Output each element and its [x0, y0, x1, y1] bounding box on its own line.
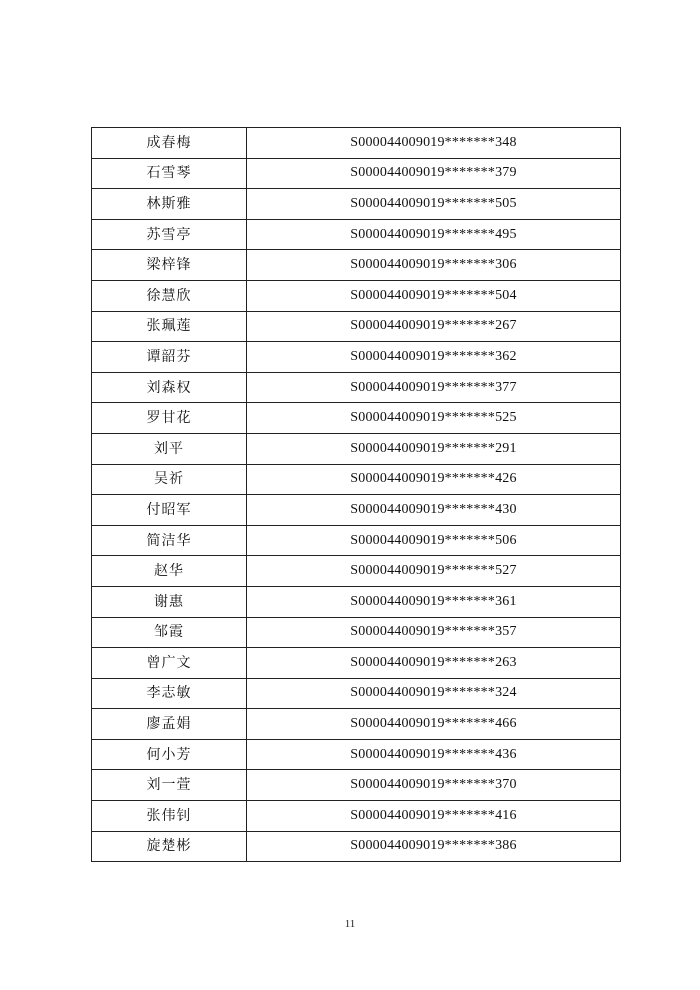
table-row	[92, 831, 621, 862]
table-row	[92, 403, 621, 434]
table-row	[92, 128, 621, 159]
name-cell: 旋楚彬	[92, 831, 247, 862]
name-cell: 刘森权	[92, 372, 247, 403]
name-cell: 赵华	[92, 556, 247, 587]
name-cell: 石雪琴	[92, 158, 247, 189]
name-cell: 刘平	[92, 433, 247, 464]
name-cell: 付昭军	[92, 495, 247, 526]
page-number: 11	[344, 918, 356, 930]
name-cell: 徐慧欣	[92, 280, 247, 311]
table-row	[92, 739, 621, 770]
certificate-number-cell: S000044009019*******506	[247, 525, 621, 556]
name-cell: 谢惠	[92, 586, 247, 617]
certificate-number-cell: S000044009019*******436	[247, 739, 621, 770]
name-cell: 张珮莲	[92, 311, 247, 342]
name-cell: 吴祈	[92, 464, 247, 495]
certificate-number-cell: S000044009019*******291	[247, 433, 621, 464]
certificate-number-cell: S000044009019*******306	[247, 250, 621, 281]
name-cell: 简洁华	[92, 525, 247, 556]
certificate-number-cell: S000044009019*******525	[247, 403, 621, 434]
name-cell: 成春梅	[92, 128, 247, 159]
name-cell: 梁梓锋	[92, 250, 247, 281]
certificate-number-cell: S000044009019*******348	[247, 128, 621, 159]
table-row	[92, 342, 621, 373]
certificate-number-cell: S000044009019*******361	[247, 586, 621, 617]
certificate-number-cell: S000044009019*******357	[247, 617, 621, 648]
table-row	[92, 464, 621, 495]
certificate-number-cell: S000044009019*******426	[247, 464, 621, 495]
table-row	[92, 648, 621, 679]
table-row	[92, 801, 621, 832]
table-row	[92, 586, 621, 617]
name-cell: 邹霞	[92, 617, 247, 648]
certificate-number-cell: S000044009019*******324	[247, 678, 621, 709]
name-cell: 李志敏	[92, 678, 247, 709]
certificate-number-cell: S000044009019*******504	[247, 280, 621, 311]
name-cell: 林斯雅	[92, 189, 247, 220]
table-row	[92, 280, 621, 311]
table-row	[92, 189, 621, 220]
name-cell: 曾广文	[92, 648, 247, 679]
table-row	[92, 770, 621, 801]
certificate-number-cell: S000044009019*******416	[247, 801, 621, 832]
certificate-number-cell: S000044009019*******527	[247, 556, 621, 587]
table-row	[92, 525, 621, 556]
certificate-number-cell: S000044009019*******362	[247, 342, 621, 373]
certificate-number-cell: S000044009019*******505	[247, 189, 621, 220]
name-cell: 张伟钊	[92, 801, 247, 832]
certificate-number-cell: S000044009019*******370	[247, 770, 621, 801]
name-cell: 罗甘花	[92, 403, 247, 434]
table-row	[92, 311, 621, 342]
table-row	[92, 219, 621, 250]
name-cell: 廖孟娟	[92, 709, 247, 740]
certificate-number-cell: S000044009019*******267	[247, 311, 621, 342]
table-row	[92, 158, 621, 189]
table-body	[92, 128, 621, 862]
table-row	[92, 678, 621, 709]
certificate-number-cell: S000044009019*******379	[247, 158, 621, 189]
table-row	[92, 372, 621, 403]
certificate-number-cell: S000044009019*******495	[247, 219, 621, 250]
certificate-number-cell: S000044009019*******466	[247, 709, 621, 740]
table-row	[92, 709, 621, 740]
table-row	[92, 433, 621, 464]
certificate-number-cell: S000044009019*******386	[247, 831, 621, 862]
table-row	[92, 495, 621, 526]
table-row	[92, 556, 621, 587]
certificate-table	[91, 127, 621, 862]
name-cell: 刘一萱	[92, 770, 247, 801]
name-cell: 何小芳	[92, 739, 247, 770]
table-row	[92, 617, 621, 648]
certificate-number-cell: S000044009019*******263	[247, 648, 621, 679]
name-cell: 苏雪亭	[92, 219, 247, 250]
name-cell: 谭韶芬	[92, 342, 247, 373]
certificate-number-cell: S000044009019*******430	[247, 495, 621, 526]
table-row	[92, 250, 621, 281]
certificate-number-cell: S000044009019*******377	[247, 372, 621, 403]
